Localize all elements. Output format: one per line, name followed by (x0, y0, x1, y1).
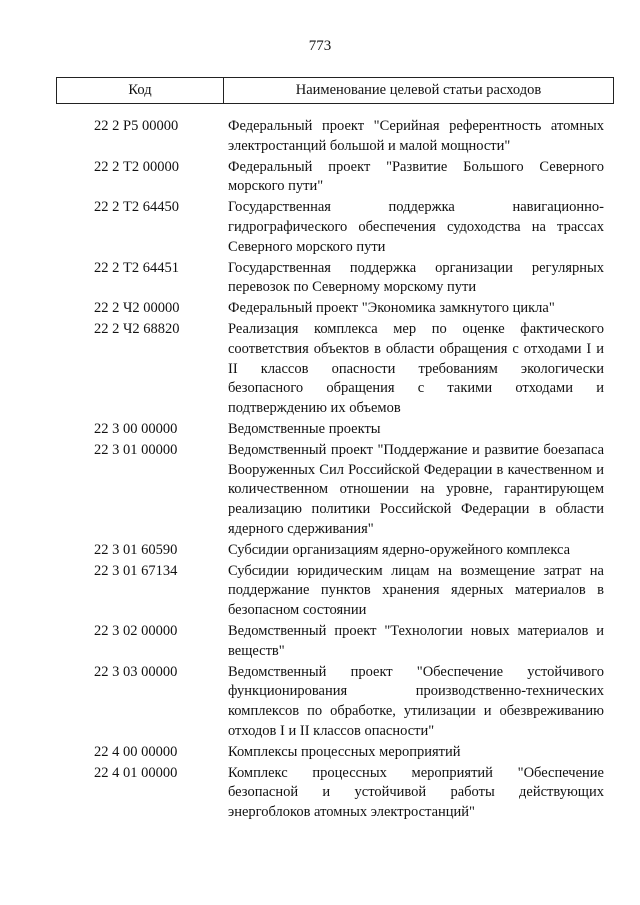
table-body (0, 117, 640, 824)
row-code: 22 3 01 67134 (94, 562, 178, 579)
row-name: Федеральный проект "Серийная референтность атомных электростанций большой и малой мощности" (228, 118, 604, 154)
table-row (0, 198, 640, 257)
row-name: Комплекс процессных мероприятий "Обеспечение безопасной и устойчивой работы действующих энергоблоков атомных электростанций" (228, 764, 604, 821)
row-code: 22 3 01 60590 (94, 541, 178, 558)
row-name: Ведомственный проект "Обеспечение устойчивого функционирования производственно-технических комплексов по обработке, утилизации и обезвреживанию отходов I и II классов опасности" (228, 663, 604, 739)
row-code: 22 2 Ч2 68820 (94, 320, 180, 337)
table-row (0, 117, 640, 157)
row-name: Субсидии юридическим лицам на возмещение затрат на поддержание пунктов хранения ядерных материалов в безопасном состоянии (228, 562, 604, 619)
row-code: 22 3 02 00000 (94, 622, 178, 639)
header-code: Код (57, 78, 224, 103)
header-name: Наименование целевой статьи расходов (295, 82, 542, 98)
row-name: Государственная поддержка организации регулярных перевозок по Северному морскому пути (228, 259, 604, 296)
table-row (0, 743, 640, 763)
table-row (0, 764, 640, 823)
row-name: Комплексы процессных мероприятий (228, 743, 461, 760)
row-name: Государственная поддержка навигационно-гидрографического обеспечения судоходства на трассах Северного морского пути (228, 199, 604, 255)
row-name: Реализация комплекса мер по оценке фактического соответствия объектов в области обращения с отходами I и II классов опасности требованиям экологически безопасного обращения с такими отходами и подтверждению их объемов (228, 320, 604, 417)
row-name: Федеральный проект "Экономика замкнутого цикла" (228, 300, 555, 317)
page-number: 773 (308, 38, 332, 54)
row-name: Ведомственный проект "Технологии новых материалов и веществ" (228, 622, 604, 659)
row-code: 22 3 01 00000 (94, 441, 178, 458)
table-row (0, 320, 640, 419)
table-row (0, 259, 640, 299)
row-code: 22 4 00 00000 (94, 743, 178, 760)
row-code: 22 2 Ч2 00000 (94, 300, 180, 317)
row-code: 22 2 Р5 00000 (94, 118, 179, 134)
row-code: 22 2 Т2 00000 (94, 158, 179, 175)
row-name: Ведомственный проект "Поддержание и развитие боезапаса Вооруженных Сил Российской Федерации в качественном и количественном отношении на уровне, гарантирующем реализацию политики Российской Федерации в области ядерного сдерживания" (228, 441, 604, 537)
row-code: 22 2 Т2 64451 (94, 259, 179, 276)
row-name: Федеральный проект "Развитие Большого Северного морского пути" (228, 158, 604, 195)
table-row (0, 622, 640, 662)
row-name: Субсидии организациям ядерно-оружейного комплекса (228, 541, 571, 558)
table-row (0, 299, 640, 319)
table-row (0, 541, 640, 561)
row-name: Ведомственные проекты (228, 420, 381, 437)
table-row (0, 441, 640, 540)
row-code: 22 3 00 00000 (94, 420, 178, 437)
table-row (0, 158, 640, 198)
table-header (56, 77, 614, 104)
row-code: 22 3 03 00000 (94, 663, 178, 680)
table-row (0, 562, 640, 621)
table-row (0, 420, 640, 440)
table-row (0, 663, 640, 742)
row-code: 22 4 01 00000 (94, 764, 178, 781)
row-code: 22 2 Т2 64450 (94, 199, 179, 216)
